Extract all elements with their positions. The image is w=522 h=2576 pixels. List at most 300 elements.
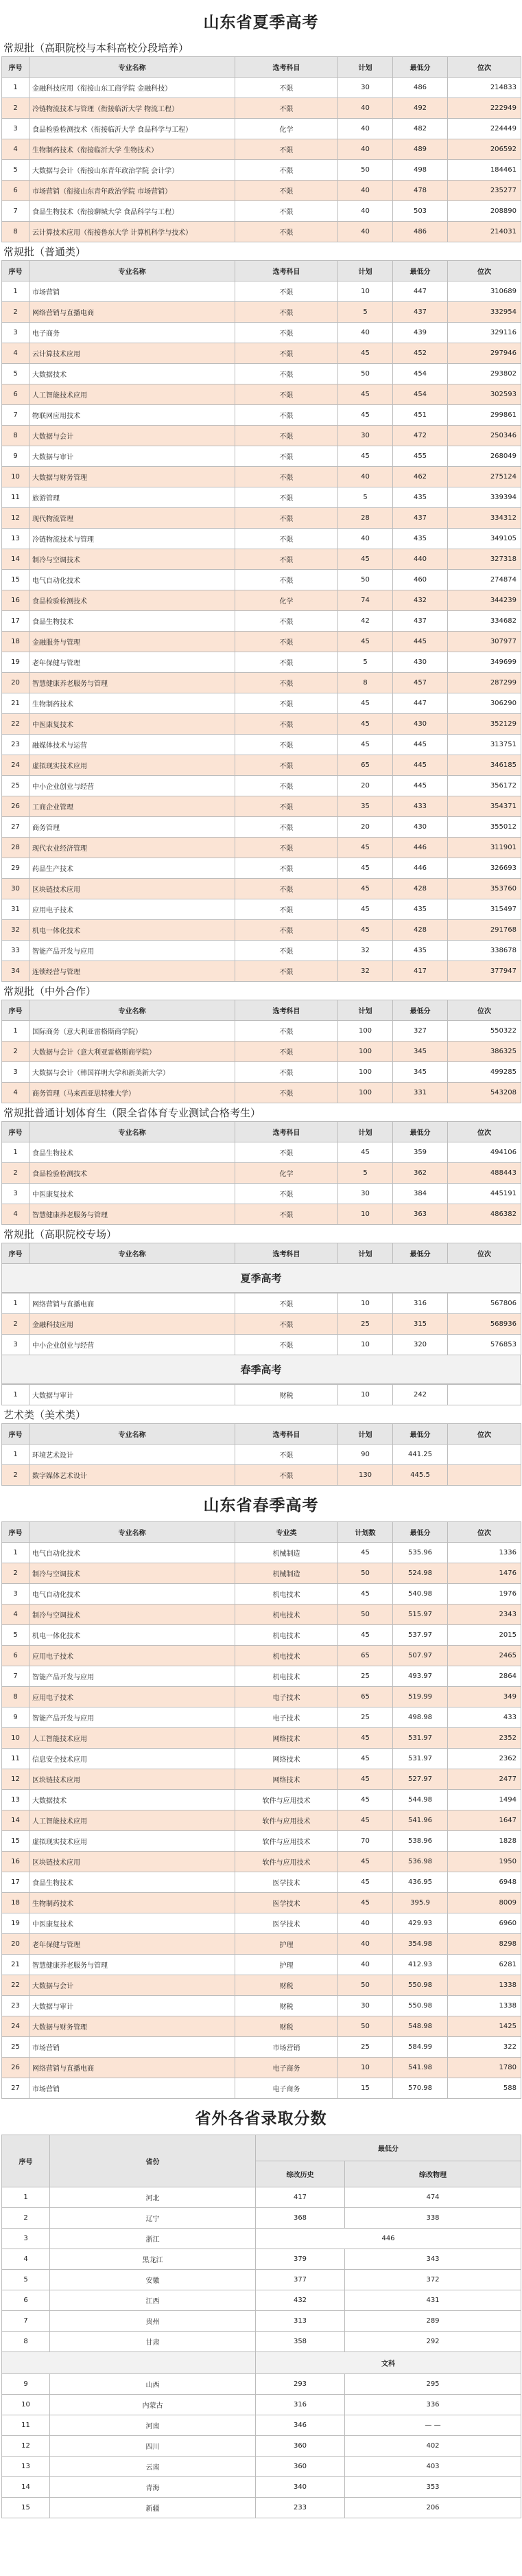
table-cell: 550.98	[393, 1975, 448, 1996]
table-cell: 食品生物技术	[29, 611, 235, 632]
table-cell: 不限	[235, 364, 338, 384]
table-cell: 网络技术	[235, 1749, 338, 1769]
table-row	[2, 1042, 521, 1062]
table-cell: 1976	[448, 1584, 521, 1605]
table-cell: 353760	[448, 879, 521, 899]
column-header: 位次	[448, 1424, 521, 1445]
table-cell: 大数据技术	[29, 364, 235, 384]
table-cell: 395.9	[393, 1893, 448, 1913]
table-cell: 不限	[235, 1184, 338, 1204]
table-cell: 538.96	[393, 1831, 448, 1852]
table-row	[2, 570, 521, 590]
page-title: 省外各省录取分数	[195, 2109, 327, 2128]
table-cell: 349699	[448, 652, 521, 673]
table-cell: 90	[338, 1445, 393, 1465]
table-cell: 不限	[235, 1083, 338, 1103]
table-cell: 336	[345, 2395, 521, 2415]
table-cell: 5	[338, 652, 393, 673]
table-cell: 机电技术	[235, 1584, 338, 1605]
table-cell: 445	[393, 735, 448, 755]
table-cell: 346185	[448, 755, 521, 776]
table-cell: 45	[338, 343, 393, 364]
table-cell: 455	[393, 446, 448, 467]
table-cell: 金融科技应用（衔接山东工商学院 金融科技）	[29, 78, 235, 98]
table-cell: 不限	[235, 384, 338, 405]
table-cell: 2465	[448, 1646, 521, 1666]
other-provinces-block	[1, 2099, 521, 2518]
table-cell: 45	[338, 714, 393, 735]
table-row	[2, 1934, 521, 1955]
column-header: 专业名称	[29, 261, 235, 281]
section-heading: 艺术类（美术类）	[3, 1408, 86, 1421]
table-row	[2, 899, 521, 920]
table-row	[2, 652, 521, 673]
table-cell: 化学	[235, 590, 338, 611]
table-cell: 327	[393, 1021, 448, 1042]
table-cell: 1476	[448, 1563, 521, 1584]
table-cell: 智慧健康养老服务与管理	[29, 1204, 235, 1225]
table-cell: 3	[2, 119, 29, 139]
table-row	[2, 384, 521, 405]
table-cell: 452	[393, 343, 448, 364]
table-cell: 45	[338, 693, 393, 714]
section-label: 文科	[256, 2352, 521, 2374]
table-row	[2, 2290, 521, 2311]
section-heading: 常规批（中外合作）	[3, 985, 97, 998]
table-cell: 不限	[235, 1062, 338, 1083]
group-heading: 夏季高考	[1, 1264, 521, 1293]
table-cell: 498.98	[393, 1707, 448, 1728]
table-cell: 不限	[235, 776, 338, 796]
table-cell: 不限	[235, 735, 338, 755]
table-cell: 3	[2, 2229, 50, 2249]
table-cell: 14	[2, 549, 29, 570]
table-cell: 503	[393, 201, 448, 222]
table-cell: 市场营销	[235, 2037, 338, 2058]
table-cell: 财税	[235, 2016, 338, 2037]
table-cell: 417	[393, 961, 448, 982]
table-cell: 1336	[448, 1543, 521, 1563]
table-cell: 40	[338, 201, 393, 222]
table-cell: 智能产品开发与应用	[29, 1707, 235, 1728]
table-cell: 22	[2, 714, 29, 735]
table-row	[2, 343, 521, 364]
table-cell: 制冷与空调技术	[29, 1605, 235, 1625]
table-cell: 362	[393, 1163, 448, 1184]
table-cell: 电子商务	[235, 2058, 338, 2078]
table-cell: 商务管理	[29, 817, 235, 838]
table-cell: 130	[338, 1465, 393, 1486]
column-header: 计划	[338, 1424, 393, 1445]
table-cell: 23	[2, 735, 29, 755]
table-cell: 不限	[235, 323, 338, 343]
column-header: 综改物理	[345, 2161, 521, 2187]
table-cell: 人工智能技术应用	[29, 384, 235, 405]
table-cell: 不限	[235, 899, 338, 920]
column-header: 最低分	[393, 261, 448, 281]
table-cell: 老年保健与管理	[29, 1934, 235, 1955]
table-cell: 30	[338, 1184, 393, 1204]
table-cell: 30	[338, 426, 393, 446]
table-cell: 现代农业经济管理	[29, 838, 235, 858]
table-cell: 区块链技术应用	[29, 1852, 235, 1872]
column-header: 序号	[2, 57, 29, 78]
table-cell: 474	[345, 2187, 521, 2208]
table-cell: 4	[2, 1204, 29, 1225]
table-row	[2, 632, 521, 652]
table-cell: 214833	[448, 78, 521, 98]
table-cell: 2	[2, 1563, 29, 1584]
data-table	[1, 1521, 521, 2099]
table-cell: 食品生物技术	[29, 1872, 235, 1893]
table-cell: 15	[338, 2078, 393, 2099]
table-cell: 不限	[235, 181, 338, 201]
table-cell: 6948	[448, 1872, 521, 1893]
table-cell: 不限	[235, 755, 338, 776]
table-cell: 435	[393, 529, 448, 549]
table-cell: 428	[393, 879, 448, 899]
table-cell: 436.95	[393, 1872, 448, 1893]
table-cell: 8009	[448, 1893, 521, 1913]
table-cell: 524.98	[393, 1563, 448, 1584]
table-cell: 315497	[448, 899, 521, 920]
table-cell: 5	[338, 302, 393, 323]
table-cell: 349105	[448, 529, 521, 549]
table-cell: 13	[2, 529, 29, 549]
table-cell: 14	[2, 1810, 29, 1831]
table-cell: 1	[2, 1385, 29, 1405]
table-row	[2, 1605, 521, 1625]
table-cell: 1	[2, 1543, 29, 1563]
table-cell: 1	[2, 281, 29, 302]
table-cell: 5	[2, 2270, 50, 2290]
table-cell: 40	[338, 98, 393, 119]
table-cell: 软件与应用技术	[235, 1810, 338, 1831]
table-cell: 20	[338, 817, 393, 838]
table-cell: 489	[393, 139, 448, 160]
table-header-row	[2, 1424, 521, 1445]
table-cell: 214031	[448, 222, 521, 242]
table-cell: 11	[2, 1749, 29, 1769]
table-cell: 化学	[235, 1163, 338, 1184]
table-cell: 2343	[448, 1605, 521, 1625]
table-cell: 云计算技术应用	[29, 343, 235, 364]
table-cell: 不限	[235, 838, 338, 858]
table-cell: 8	[2, 222, 29, 242]
table-row	[2, 426, 521, 446]
table-cell: 478	[393, 181, 448, 201]
data-table	[1, 260, 521, 982]
column-header: 计划	[338, 1000, 393, 1021]
table-cell: 电子商务	[29, 323, 235, 343]
table-row	[2, 590, 521, 611]
table-cell: 331	[393, 1083, 448, 1103]
table-cell: 2	[2, 98, 29, 119]
table-cell: 软件与应用技术	[235, 1852, 338, 1872]
table-cell: 550322	[448, 1021, 521, 1042]
table-cell: 大数据与审计	[29, 1996, 235, 2016]
table-cell: 10	[338, 2058, 393, 2078]
table-cell: 494106	[448, 1142, 521, 1163]
table-cell: 10	[338, 1385, 393, 1405]
table-cell: 45	[338, 899, 393, 920]
table-row	[2, 2058, 521, 2078]
table-row	[2, 1831, 521, 1852]
table-cell: 274874	[448, 570, 521, 590]
table-row	[2, 776, 521, 796]
table-cell: 大数据与审计	[29, 446, 235, 467]
table-cell: 智慧健康养老服务与管理	[29, 1955, 235, 1975]
column-header: 选考科目	[235, 1243, 338, 1264]
table-row	[2, 858, 521, 879]
table-row	[2, 2078, 521, 2099]
table-row	[2, 302, 521, 323]
data-table	[1, 1293, 521, 1355]
table-cell: 食品生物技术	[29, 1142, 235, 1163]
table-cell: 507.97	[393, 1646, 448, 1666]
table-cell: 340	[256, 2477, 345, 2498]
table-cell: 不限	[235, 446, 338, 467]
table-cell: 区块链技术应用	[29, 1769, 235, 1790]
table-cell: 40	[338, 529, 393, 549]
table-cell: 大数据与会计	[29, 1975, 235, 1996]
table-cell: 368	[256, 2208, 345, 2229]
table-cell: 机械制造	[235, 1543, 338, 1563]
table-cell: 2	[2, 1314, 29, 1335]
table-cell: 不限	[235, 1142, 338, 1163]
table-cell: 313751	[448, 735, 521, 755]
table-cell: 贵州	[50, 2311, 256, 2332]
section-heading: 常规批（普通类）	[3, 245, 86, 258]
table-row	[2, 1625, 521, 1646]
table-cell: 313	[256, 2311, 345, 2332]
table-cell: 食品生物技术（衔接聊城大学 食品科学与工程）	[29, 201, 235, 222]
table-cell: 445	[393, 776, 448, 796]
column-header: 专业名称	[29, 1424, 235, 1445]
table-row	[2, 139, 521, 160]
table-cell: 连锁经营与管理	[29, 961, 235, 982]
table-cell: 445	[393, 632, 448, 652]
score-table	[1, 2135, 521, 2518]
table-cell: 大数据与会计（意大利亚雷格斯商学院）	[29, 1042, 235, 1062]
table-row	[2, 549, 521, 570]
table-cell: 不限	[235, 652, 338, 673]
table-cell: 25	[2, 2037, 29, 2058]
table-cell: 519.99	[393, 1687, 448, 1707]
table-cell: 25	[338, 1707, 393, 1728]
table-cell: 17	[2, 611, 29, 632]
table-cell: 498	[393, 160, 448, 181]
table-row	[2, 1543, 521, 1563]
table-cell: 40	[338, 1913, 393, 1934]
table-cell: 国际商务（意大利亚雷格斯商学院）	[29, 1021, 235, 1042]
table-cell: 486	[393, 78, 448, 98]
table-row	[2, 2395, 521, 2415]
table-row	[2, 1062, 521, 1083]
group-heading: 春季高考	[1, 1355, 521, 1384]
table-cell: 26	[2, 2058, 29, 2078]
table-cell: 数字媒体艺术设计	[29, 1465, 235, 1486]
table-cell: 25	[2, 776, 29, 796]
column-header: 序号	[2, 1424, 29, 1445]
table-cell: 电子商务	[235, 2078, 338, 2099]
table-row	[2, 2457, 521, 2477]
table-cell: 10	[338, 1335, 393, 1355]
table-cell: 20	[338, 776, 393, 796]
table-cell: 322	[448, 2037, 521, 2058]
table-cell: 江西	[50, 2290, 256, 2311]
table-cell: 548.98	[393, 2016, 448, 2037]
table-cell: 不限	[235, 1465, 338, 1486]
table-cell: 不限	[235, 426, 338, 446]
table-cell: 新疆	[50, 2498, 256, 2518]
table-cell: 40	[338, 222, 393, 242]
table-cell: 不限	[235, 343, 338, 364]
table-cell: 30	[2, 879, 29, 899]
table-cell: 27	[2, 817, 29, 838]
table-cell: 不限	[235, 796, 338, 817]
table-cell: 2	[2, 302, 29, 323]
table-cell: 70	[338, 1831, 393, 1852]
table-cell: 电子技术	[235, 1707, 338, 1728]
table-cell: 250346	[448, 426, 521, 446]
table-cell: 3	[2, 323, 29, 343]
table-cell: 45	[338, 1625, 393, 1646]
table-cell: 5	[2, 160, 29, 181]
column-header: 最低分	[393, 57, 448, 78]
table-row	[2, 2208, 521, 2229]
table-cell: 433	[448, 1707, 521, 1728]
table-cell: 40	[338, 1934, 393, 1955]
table-cell: 19	[2, 652, 29, 673]
table-cell: 429.93	[393, 1913, 448, 1934]
table-cell: 5	[338, 487, 393, 508]
table-cell: 21	[2, 1955, 29, 1975]
table-cell: 不限	[235, 529, 338, 549]
table-cell: 9	[2, 1707, 29, 1728]
table-cell: 药品生产技术	[29, 858, 235, 879]
table-cell: 2362	[448, 1749, 521, 1769]
table-cell: 6960	[448, 1913, 521, 1934]
table-cell: 安徽	[50, 2270, 256, 2290]
table-cell: 1647	[448, 1810, 521, 1831]
table-cell: 65	[338, 755, 393, 776]
column-header: 计划	[338, 1122, 393, 1142]
table-cell: 不限	[235, 139, 338, 160]
column-header: 位次	[448, 1000, 521, 1021]
table-cell: 中小企业创业与经营	[29, 1335, 235, 1355]
table-cell: 不限	[235, 1314, 338, 1335]
table-cell: 437	[393, 611, 448, 632]
table-cell: 355012	[448, 817, 521, 838]
table-cell: 446	[393, 838, 448, 858]
table-row	[2, 1465, 521, 1486]
table-cell: 13	[2, 2457, 50, 2477]
table-cell: 6	[2, 384, 29, 405]
table-cell: 372	[345, 2270, 521, 2290]
table-cell: 45	[338, 632, 393, 652]
table-row	[2, 222, 521, 242]
table-cell: 内蒙古	[50, 2395, 256, 2415]
table-row	[2, 281, 521, 302]
table-cell: 10	[338, 1293, 393, 1314]
table-cell: 499285	[448, 1062, 521, 1083]
table-cell: 45	[338, 1893, 393, 1913]
table-cell: 295	[345, 2374, 521, 2395]
table-row	[2, 467, 521, 487]
table-cell	[2, 2352, 256, 2374]
table-cell: 1	[2, 2187, 50, 2208]
table-cell: 354371	[448, 796, 521, 817]
table-cell: 235277	[448, 181, 521, 201]
table-cell: 332954	[448, 302, 521, 323]
table-cell: 黑龙江	[50, 2249, 256, 2270]
table-cell: 财税	[235, 1996, 338, 2016]
table-cell: 3	[2, 1584, 29, 1605]
table-cell: 379	[256, 2249, 345, 2270]
table-cell: 45	[338, 1142, 393, 1163]
table-cell: 电气自动化技术	[29, 570, 235, 590]
table-row	[2, 181, 521, 201]
table-cell: 医学技术	[235, 1872, 338, 1893]
table-cell: 物联网应用技术	[29, 405, 235, 426]
table-cell: 不限	[235, 714, 338, 735]
table-cell: 环境艺术设计	[29, 1445, 235, 1465]
table-cell: 488443	[448, 1163, 521, 1184]
table-cell: 345	[393, 1042, 448, 1062]
column-header: 计划数	[338, 1522, 393, 1543]
column-header: 专业名称	[29, 1243, 235, 1264]
table-row	[2, 1646, 521, 1666]
table-cell: 1425	[448, 2016, 521, 2037]
table-cell: 30	[338, 78, 393, 98]
table-cell: 13	[2, 1790, 29, 1810]
table-cell: 市场营销（衔接山东青年政治学院 市场营销）	[29, 181, 235, 201]
table-cell: 431	[345, 2290, 521, 2311]
table-cell: 人工智能技术应用	[29, 1728, 235, 1749]
table-cell: 6281	[448, 1955, 521, 1975]
table-cell: 制冷与空调技术	[29, 549, 235, 570]
table-cell: 6	[2, 181, 29, 201]
table-cell: 289	[345, 2311, 521, 2332]
table-row	[2, 1728, 521, 1749]
table-cell: 543208	[448, 1083, 521, 1103]
table-cell: 544.98	[393, 1790, 448, 1810]
table-cell: 344239	[448, 590, 521, 611]
table-row	[2, 2249, 521, 2270]
table-cell: 15	[2, 2498, 50, 2518]
table-cell: 不限	[235, 1445, 338, 1465]
table-cell: 445191	[448, 1184, 521, 1204]
table-cell: 4	[2, 1605, 29, 1625]
table-cell: 2	[2, 1163, 29, 1184]
table-cell: 12	[2, 2436, 50, 2457]
section-row	[2, 2352, 521, 2374]
table-cell: 445.5	[393, 1465, 448, 1486]
table-cell: 377947	[448, 961, 521, 982]
table-cell: 甘肃	[50, 2332, 256, 2352]
table-row	[2, 1204, 521, 1225]
table-cell: 40	[338, 139, 393, 160]
data-table	[1, 1000, 521, 1103]
table-cell: 大数据与财务管理	[29, 2016, 235, 2037]
table-cell: 1338	[448, 1975, 521, 1996]
table-row	[2, 1163, 521, 1184]
table-cell: 45	[338, 1810, 393, 1831]
table-cell: 7	[2, 405, 29, 426]
table-cell: 化学	[235, 119, 338, 139]
table-cell: 541.98	[393, 2058, 448, 2078]
